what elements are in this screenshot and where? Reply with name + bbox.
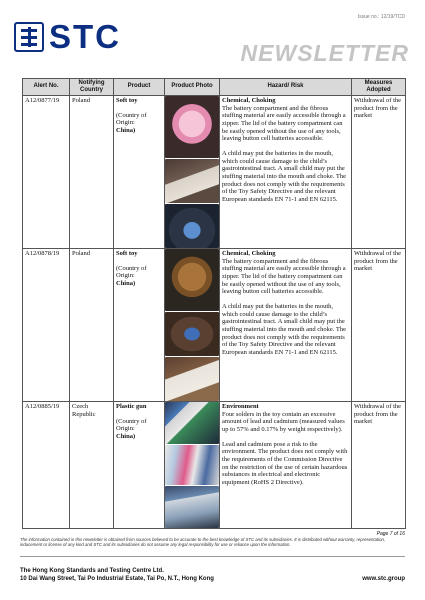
- product-name: Soft toy: [116, 97, 138, 104]
- origin-label: (Country of Origin:: [116, 264, 147, 280]
- product-name: Soft toy: [116, 250, 138, 257]
- alert-number: A12/0878/19: [23, 249, 70, 402]
- battery-box-photo: [165, 312, 219, 356]
- brown-bear-photo: [165, 249, 219, 311]
- hazard-title: Chemical, Choking: [222, 250, 276, 257]
- toy-tag-photo: [165, 357, 219, 401]
- issue-number: Issue no.: 12/19/TCD: [357, 14, 405, 20]
- pink-bear-photo: [165, 96, 219, 158]
- gun-parts-photo: [165, 486, 219, 528]
- product-name: Plastic gun: [116, 403, 147, 410]
- column-header: Product Photo: [165, 79, 220, 96]
- table-row: [23, 249, 406, 402]
- product-photo: [165, 96, 220, 249]
- origin-value: China): [116, 279, 136, 287]
- logo-text: STC: [49, 18, 121, 55]
- alert-number: A12/0885/19: [23, 402, 70, 529]
- stc-logo: [14, 20, 121, 54]
- footer-divider: [20, 556, 405, 557]
- table-header-row: [23, 79, 406, 96]
- origin-value: China): [116, 432, 136, 440]
- product-photo: [165, 402, 220, 529]
- notifying-country: Poland: [70, 249, 114, 402]
- table-row: [23, 402, 406, 529]
- product-cell: [114, 402, 165, 529]
- risk-text: A child may put the batteries in the mouth, which could cause damage to the child’s gastrointestinal tract. A small child may put the stuffing material into the mouth and choke. The product does not comply with the requirements of the Toy Safety Directive and the relevant European standards EN 71-1 and EN 62115.: [222, 302, 346, 356]
- measures-adopted: Withdrawal of the product from the market: [352, 96, 406, 249]
- website-link[interactable]: www.stc.group: [362, 576, 405, 582]
- hazard-title: Environment: [222, 403, 259, 410]
- column-header: Alert No.: [23, 79, 70, 96]
- table-row: [23, 96, 406, 249]
- hazard-title: Chemical, Choking: [222, 97, 276, 104]
- notifying-country: Poland: [70, 96, 114, 249]
- column-header: Hazard/ Risk: [220, 79, 352, 96]
- page-number: Page 7 of 16: [376, 531, 405, 537]
- notifying-country: Czech Republic: [70, 402, 114, 529]
- company-name: The Hong Kong Standards and Testing Centre Ltd.: [20, 568, 164, 574]
- newsletter-title: NEWSLETTER: [240, 40, 409, 66]
- origin-value: China): [116, 126, 136, 134]
- hazard-text: The battery compartment and the fibrous stuffing material are easily accessible through a zipper. The lid of the battery compartment can be easily opened without the use of any tools, leaving button cell batteries accessible.: [222, 257, 346, 296]
- origin-label: (Country of Origin:: [116, 417, 147, 433]
- alert-number: A12/0877/19: [23, 96, 70, 249]
- hazard-cell: [220, 402, 352, 529]
- gun-packaging-photo: [165, 402, 219, 444]
- risk-text: Lead and cadmium pose a risk to the environment. The product does not comply with the requirements of the Commission Directive on the restriction of the use of certain hazardous substances in electrical and electronic equipment (RoHS 2 Directive).: [222, 440, 348, 486]
- product-cell: [114, 249, 165, 402]
- hazard-cell: [220, 249, 352, 402]
- hazard-cell: [220, 96, 352, 249]
- hazard-text: Four solders in the toy contain an excessive amount of lead and cadmium (measured values up to 57% and 0.17% by weight respectively).: [222, 410, 345, 433]
- column-header: Measures Adopted: [352, 79, 406, 96]
- measures-adopted: Withdrawal of the product from the market: [352, 249, 406, 402]
- stc-emblem-icon: [14, 22, 44, 52]
- product-photo: [165, 249, 220, 402]
- hazard-text: The battery compartment and the fibrous stuffing material are easily accessible through a zipper. The lid of the battery compartment can be easily opened without the use of any tools, leaving button cell batteries accessible.: [222, 104, 346, 143]
- plastic-gun-photo: [165, 445, 219, 485]
- alerts-table: [22, 78, 406, 529]
- measures-adopted: Withdrawal of the product from the market: [352, 402, 406, 529]
- origin-label: (Country of Origin:: [116, 111, 147, 127]
- column-header: Notifying Country: [70, 79, 114, 96]
- product-cell: [114, 96, 165, 249]
- toy-label-photo: [165, 159, 219, 203]
- disclaimer: The information contained in this newsletter is obtained from sources believed to be accurate to the best knowledge of STC and its subsidiaries. It is distributed without warranty, representation, inducement or license of any kind and STC and its subsidiaries do not assume any legal responsibility for use or reliance upon the information.: [20, 537, 386, 548]
- risk-text: A child may put the batteries in the mouth, which could cause damage to the child’s gastrointestinal tract. A small child may put the stuffing material into the mouth and choke. The product does not comply with the requirements of the Toy Safety Directive and the relevant European standards EN 71-1 and EN 62115.: [222, 149, 346, 203]
- company-address: 10 Dai Wang Street, Tai Po Industrial Estate, Tai Po, N.T., Hong Kong: [20, 576, 214, 582]
- battery-compartment-photo: [165, 204, 219, 248]
- column-header: Product: [114, 79, 165, 96]
